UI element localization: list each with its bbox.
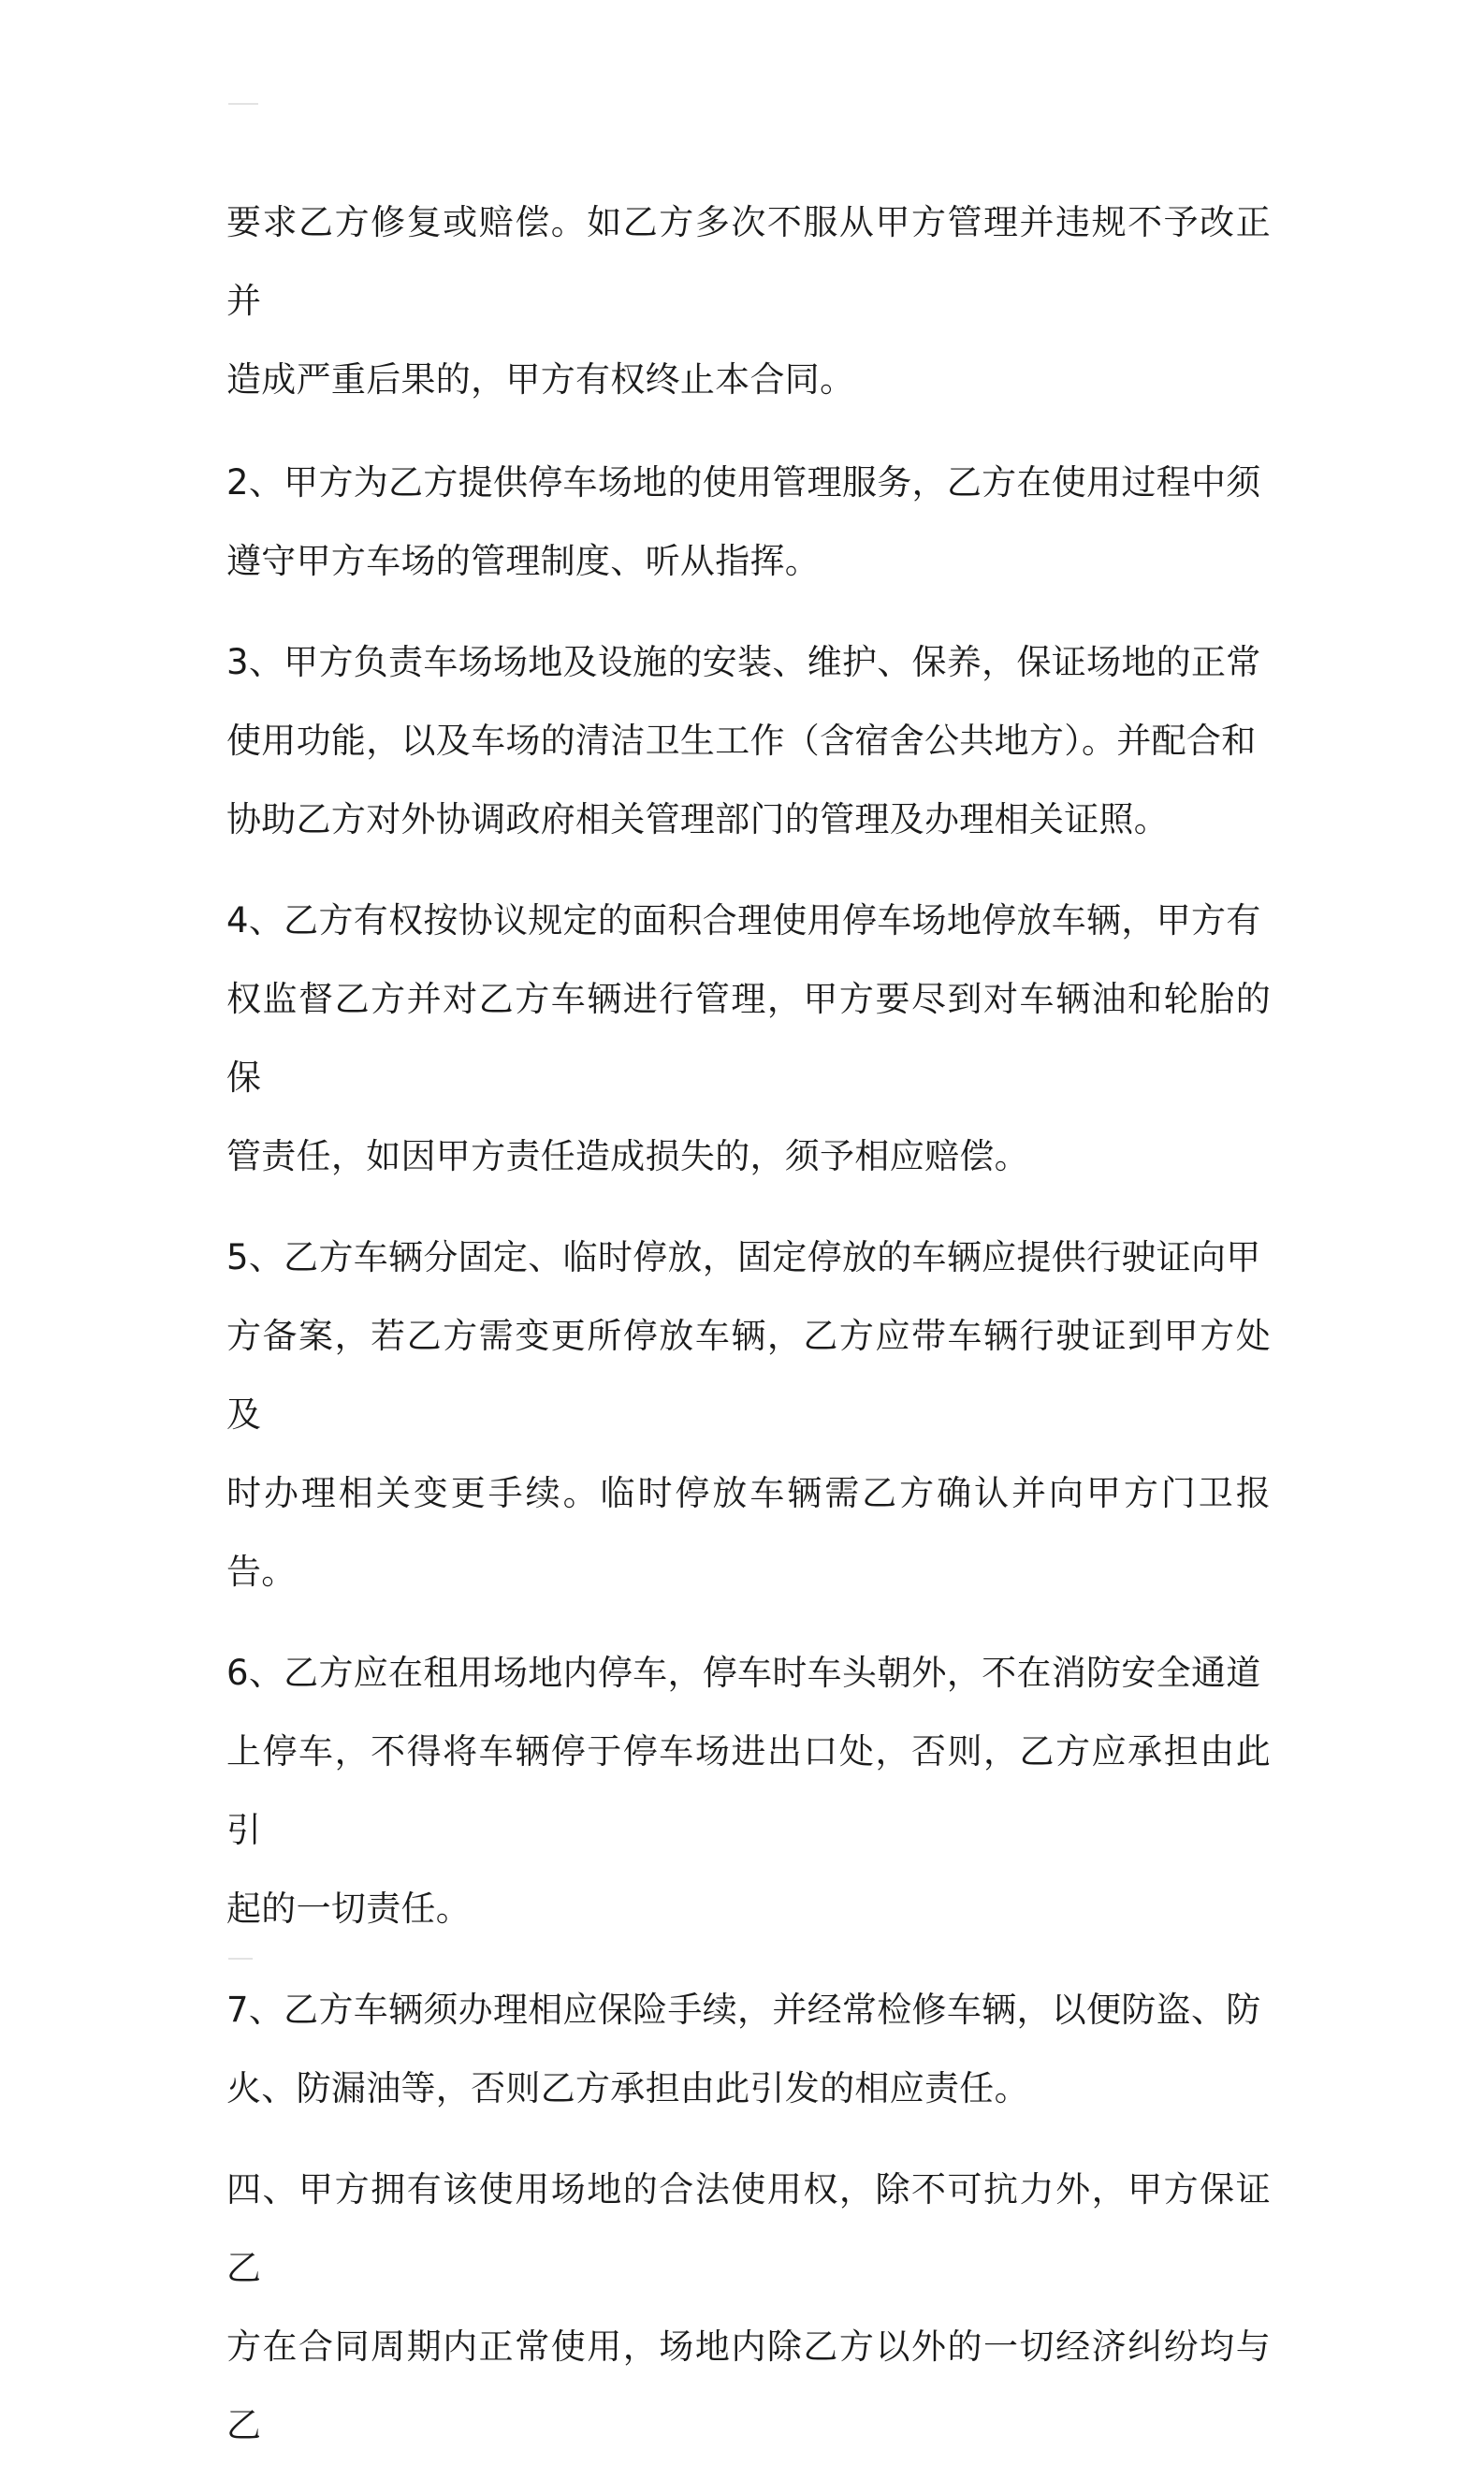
paragraph-clause-5: 5、乙方车辆分固定、临时停放，固定停放的车辆应提供行驶证向甲 方备案，若乙方需变更所停放车辆，乙方应带车辆行驶证到甲方处及 时办理相关变更手续。临时停放车辆需乙方确认并向甲方门卫报告。 [226,1237,1271,1592]
paragraph-clause-3: 3、甲方负责车场场地及设施的安装、维护、保养，保证场地的正常 使用功能，以及车场的清洁卫生工作（含宿舍公共地方）。并配合和 协助乙方对外协调政府相关管理部门的管理及办理相关证照。 [226,642,1261,839]
scan-mark-bottom [228,1958,253,1960]
paragraph-clause-2: 2、甲方为乙方提供停车场地的使用管理服务，乙方在使用过程中须 遵守甲方车场的管理制度、听从指挥。 [226,462,1261,581]
paragraph-section-4: 四、甲方拥有该使用场地的合法使用权，除不可抗力外，甲方保证乙 方在合同周期内正常使用，场地内除乙方以外的一切经济纠纷均与乙 [226,2169,1271,2445]
paragraph-clause-4: 4、乙方有权按协议规定的面积合理使用停车场地停放车辆，甲方有 权监督乙方并对乙方车辆进行管理，甲方要尽到对车辆油和轮胎的保 管责任，如因甲方责任造成损失的，须予相应赔偿。 [226,900,1271,1176]
paragraph-continuation: 要求乙方修复或赔偿。如乙方多次不服从甲方管理并违规不予改正并 造成严重后果的，甲方有权终止本合同。 [226,202,1271,400]
paragraph-clause-7: 7、乙方车辆须办理相应保险手续，并经常检修车辆，以便防盗、防 火、防漏油等，否则乙方承担由此引发的相应责任。 [226,1990,1261,2108]
paragraph-clause-6: 6、乙方应在租用场地内停车，停车时车头朝外，不在消防安全通道 上停车，不得将车辆停于停车场进出口处，否则，乙方应承担由此引 起的一切责任。 [226,1653,1271,1929]
scan-mark-top [228,103,258,105]
contract-body [226,183,1271,2465]
